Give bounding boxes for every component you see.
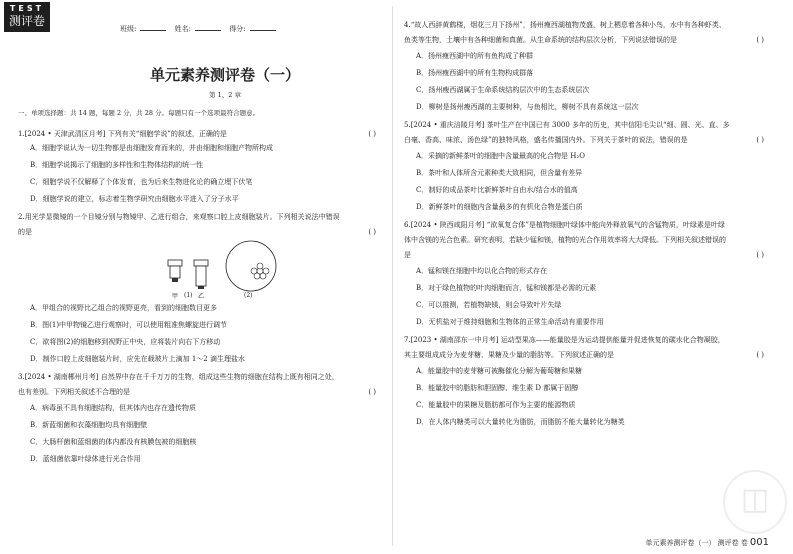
logo-test-text: TEST	[9, 4, 45, 13]
objective-jia-icon	[168, 260, 182, 282]
objective-yi-icon	[194, 260, 208, 289]
page-footer	[645, 537, 769, 548]
question-4	[404, 18, 770, 116]
question-stem: [2024 • 陕西咸阳月考] “欲氧复合体”是植物细胞叶绿体中能向外释放氧气的含锰物质，叶绿素是叶绿体中含镁的光合色素。研究表明，若缺少锰和镁，植物的光合作用效率将大大降低。下列相关叙述错误的是	[404, 221, 726, 259]
question-5	[404, 118, 770, 216]
question-number: 4.	[404, 21, 411, 29]
field-of-view-icon	[226, 241, 276, 291]
label-jia: 甲	[172, 293, 179, 300]
figure-label-1: (1)	[184, 292, 193, 299]
question-1	[18, 128, 382, 208]
logo-title-text: 测评卷	[8, 14, 45, 28]
question-number: 7.	[404, 336, 411, 344]
option-c[interactable]: C．可以推测，若植物缺镁，则会导致叶片失绿	[416, 301, 562, 309]
question-stem: [2024 • 湖南郴州月考] 自然界中存在千千万万的生物，组成这些生物的细胞在结构上既有相同之处，也有差别。下列相关叙述不合理的是	[18, 373, 339, 396]
question-number: 5.	[404, 121, 411, 129]
score-label: 得分:	[229, 25, 246, 33]
class-label: 班级:	[120, 25, 137, 33]
footer-text: 单元素养测评卷（一） 测评卷 卷	[645, 539, 748, 547]
option-a[interactable]: A．扬州瘦西湖中的所有鱼构成了种群	[416, 52, 534, 60]
question-stem: “故人西辞黄鹤楼，烟花三月下扬州”，扬州瘦西湖植物茂盛，树上栖息着各种小鸟，水中有各种虾类、鱼类等生物，土壤中有各种细菌和真菌。从生命系统的结构层次分析，下列说法错误的是	[404, 21, 726, 44]
option-c[interactable]: C．扬州瘦西湖属于生命系统结构层次中的生态系统层次	[416, 86, 590, 94]
student-info	[120, 24, 282, 34]
question-number: 2.	[18, 213, 25, 221]
figure-label-2: (2)	[244, 292, 253, 299]
question-3	[18, 370, 382, 468]
question-7	[404, 333, 770, 431]
option-b[interactable]: B．图(1)中甲物镜乙进行观察时，可以使用粗准焦螺旋进行调节	[30, 321, 228, 329]
answer-paren[interactable]: ( )	[368, 388, 376, 396]
option-a[interactable]: A．能量胶中的麦芽糖可被酶催化分解为葡萄糖和果糖	[416, 367, 583, 375]
question-number: 6.	[404, 221, 411, 229]
option-b[interactable]: B．扬州瘦西湖中的所有生物构成群落	[416, 69, 534, 77]
question-number: 3.	[18, 373, 25, 381]
option-c[interactable]: C．细胞学说不仅解释了个体发育，也为后来生物进化论的确立埋下伏笔	[30, 178, 253, 186]
page-subtitle: 第 1、2 章	[209, 91, 241, 99]
microscope-figure	[18, 240, 382, 300]
answer-paren[interactable]: ( )	[368, 130, 376, 138]
option-d[interactable]: D．蓝细菌依靠叶绿体进行光合作用	[30, 455, 141, 463]
option-b[interactable]: B．新蓝细菌和衣藻细胞均具有细胞壁	[30, 421, 148, 429]
option-b[interactable]: B．细胞学说揭示了细胞的多样性和生物体结构的统一性	[30, 161, 204, 169]
question-stem: 用光学显微镜的一个目镜分别与物镜甲、乙进行组合，来观察口腔上皮细胞装片。下列相关说法中错误的是	[18, 213, 340, 236]
option-c[interactable]: C．欲将图(2)的细胞移到视野正中央，应将装片向右下方移动	[30, 338, 221, 346]
option-b[interactable]: B．茶叶和人体所含元素种类大致相同，但含量有差异	[416, 169, 583, 177]
left-column	[18, 128, 382, 470]
option-c[interactable]: C．制好的成品茶叶比新鲜茶叶自由水/结合水的值高	[416, 186, 578, 194]
question-2	[18, 210, 382, 368]
column-divider	[392, 6, 393, 546]
option-a[interactable]: A．锰和镁在细胞中均以化合物的形式存在	[416, 267, 548, 275]
option-b[interactable]: B．对于绿色植物的叶肉细胞而言，锰和镁都是必需的元素	[416, 284, 597, 292]
name-blank[interactable]	[195, 30, 221, 31]
objective-lens-diagram	[18, 240, 382, 300]
right-column	[404, 18, 770, 433]
page-title: 单元素养测评卷（一）	[149, 66, 300, 84]
option-d[interactable]: D．新鲜茶叶的细胞内含量最多的有机化合物是蛋白质	[416, 203, 583, 211]
question-number: 1.	[18, 130, 25, 138]
class-blank[interactable]	[140, 30, 166, 31]
option-d[interactable]: D．在人体内糖类可以大量转化为脂肪，而脂肪不能大量转化为糖类	[416, 418, 625, 426]
option-a[interactable]: A．甲组合的视野比乙组合的视野更亮，看到的细胞数目更多	[30, 304, 218, 312]
option-a[interactable]: A．病毒虽不具有细胞结构，但其体内也存在遗传物质	[30, 404, 197, 412]
question-6	[404, 218, 770, 331]
answer-paren[interactable]: ( )	[368, 228, 376, 236]
option-c[interactable]: C．大肠杆菌和蓝细菌的体内都没有核膜包被的细胞核	[30, 438, 197, 446]
option-d[interactable]: D．柳树是扬州瘦西湖的主要树种，与鱼相比，柳树不具有系统这一层次	[416, 103, 639, 111]
score-blank[interactable]	[250, 30, 276, 31]
answer-paren[interactable]: ( )	[756, 351, 764, 359]
section-heading: 一、单项选择题：共 14 题，每题 2 分，共 28 分。每题只有一个选项最符合题意。	[18, 109, 260, 117]
test-logo	[4, 2, 50, 32]
page-number: 001	[749, 537, 769, 548]
answer-paren[interactable]: ( )	[756, 36, 764, 44]
name-label: 姓名:	[174, 25, 191, 33]
question-stem: [2023 • 湖南邵东一中月考] 运动型果冻——能量胶是为运动提供能量并促进恢复的碳水化合物凝胶，其主要组成成分为麦芽糖、果糖及少量的脂肪等。下列叙述正确的是	[404, 336, 725, 359]
option-d[interactable]: D．细胞学说的建立，标志着生物学研究由细胞水平进入了分子水平	[30, 195, 239, 203]
option-d[interactable]: D．制作口腔上皮细胞装片时，应先在载玻片上滴加 1～2 滴生理盐水	[30, 355, 245, 363]
label-yi: 乙	[198, 293, 205, 300]
question-stem: [2024 • 天津武清区月考] 下列有关“细胞学说”的叙述，正确的是	[24, 130, 227, 138]
question-stem: [2024 • 重庆涪陵月考] 茶叶生产在中国已有 3000 多年的历史，其中信阳毛尖以“细、圆、光、直、多白毫、香高、味浓、汤色绿”的独特风格，盛名传播国内外。下列关于茶叶的说法，错误的是	[404, 121, 730, 144]
answer-paren[interactable]: ( )	[756, 136, 764, 144]
option-a[interactable]: A．细胞学说认为一切生物都是由细胞发育而来的，并由细胞和细胞产物所构成	[30, 144, 274, 152]
option-b[interactable]: B．能量胶中的脂肪和胆固醇、维生素 D 都属于固醇	[416, 384, 579, 392]
answer-paren[interactable]: ( )	[756, 251, 764, 259]
option-a[interactable]: A．采摘的新鲜茶叶的细胞中含量最高的化合物是 H₂O	[416, 152, 585, 160]
option-c[interactable]: C．能量胶中的果糖及脂肪都可作为主要的能源物质	[416, 401, 576, 409]
stamp-watermark-icon: ◫	[723, 470, 787, 534]
option-d[interactable]: D．无机盐对于维持细胞和生物体的正常生命活动有重要作用	[416, 318, 604, 326]
